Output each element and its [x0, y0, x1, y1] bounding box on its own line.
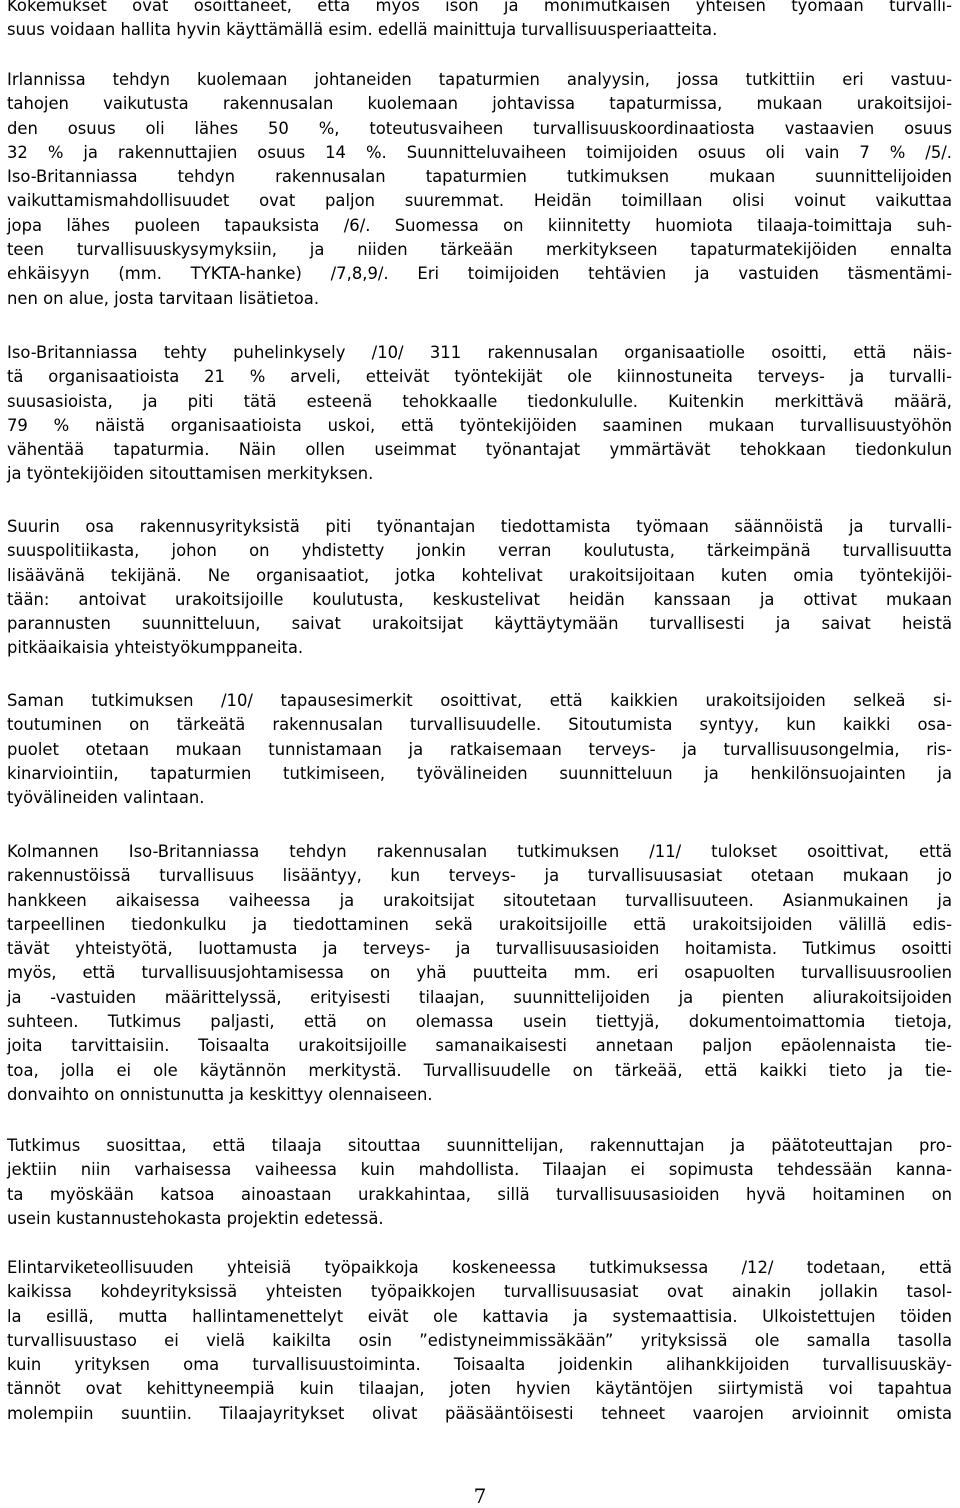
paragraph-1	[7, 0, 952, 43]
text-line: kuin yrityksen oma turvallisuustoiminta. Toisaalta joidenkin alihankkijoiden turvallisuuskäy-	[7, 1355, 952, 1375]
text-line: jektiin niin varhaisessa vaiheessa kuin mahdollista. Tilaajan ei sopimusta tehdessään kanna-	[7, 1160, 952, 1180]
paragraph-6	[7, 840, 952, 1107]
text-line: parannusten suunnitteluun, saivat urakoitsijat käyttäytymään turvallisesti ja saivat heistä	[7, 614, 952, 634]
text-line: tahojen vaikutusta rakennusalan kuolemaan johtavissa tapaturmissa, mukaan urakoitsijoi-	[7, 94, 952, 114]
text-line: työvälineiden valintaan.	[7, 788, 205, 808]
text-line: turvallisuustaso ei vielä kaikilta osin ”edistyneimmissäkään” yrityksissä ole samalla tasolla	[7, 1330, 952, 1350]
text-line: Kokemukset ovat osoittaneet, että myös ison ja monimutkaisen yhteisen työmaan turvalli-	[7, 0, 952, 15]
text-line: myös, että turvallisuusjohtamisessa on yhä puutteita mm. eri osapuolten turvallisuusroolien	[7, 963, 952, 983]
text-line: Iso-Britanniassa tehdyn rakennusalan tapaturmien tutkimuksen mukaan suunnittelijoiden	[7, 167, 952, 187]
page-number: 7	[473, 1484, 487, 1508]
text-line: Saman tutkimuksen /10/ tapausesimerkit osoittivat, että kaikkien urakoitsijoiden selkeä si-	[7, 691, 952, 710]
text-line: ehkäisyyn (mm. TYKTA-hanke) /7,8,9/. Eri toimijoiden tehtävien ja vastuiden täsmentämi-	[7, 264, 952, 284]
paragraph-8	[7, 1256, 952, 1426]
text-line: suusasioista, ja piti tätä esteenä tehokkaalle tiedonkululle. Kuitenkin merkittävä määrä,	[7, 391, 952, 411]
text-line: tä organisaatioista 21 % arveli, etteivät työntekijät ole kiinnostuneita terveys- ja turvalli-	[7, 367, 952, 387]
text-line: vähentää tapaturmia. Näin ollen useimmat työnantajat ymmärtävät tehokkaan tiedonkulun	[7, 440, 952, 460]
text-line: Kolmannen Iso-Britanniassa tehdyn rakennusalan tutkimuksen /11/ tulokset osoittivat, että	[7, 842, 952, 861]
text-line: usein kustannustehokasta projektin edetessä.	[7, 1208, 384, 1228]
text-line: jopa lähes puoleen tapauksista /6/. Suomessa on kiinnitetty huomiota tilaaja-toimittaja suh-	[7, 215, 952, 235]
text-line: tään: antoivat urakoitsijoille koulutusta, keskustelivat heidän kanssaan ja ottivat mukaan	[7, 589, 952, 609]
text-line: vaikuttamismahdollisuudet ovat paljon suuremmat. Heidän toimillaan olisi voinut vaikuttaa	[7, 191, 952, 211]
text-line: ja -vastuiden määrittelyssä, erityisesti tilaajan, suunnittelijoiden ja pienten aliurakoitsijoiden	[7, 987, 952, 1007]
text-line: kinarviointiin, tapaturmien tutkimiseen, työvälineiden suunnitteluun ja henkilönsuojainten ja	[7, 763, 952, 783]
text-line: Iso-Britanniassa tehty puhelinkysely /10/ 311 rakennusalan organisaatiolle osoitti, että näis-	[7, 343, 952, 362]
text-line: Tutkimus suosittaa, että tilaaja sitouttaa suunnittelijan, rakennuttajan ja päätoteuttajan pro-	[7, 1136, 952, 1155]
text-line: den osuus oli lähes 50 %, toteutusvaiheen turvallisuuskoordinaatiosta vastaavien osuus	[7, 118, 952, 138]
paragraph-7	[7, 1134, 952, 1231]
text-line: tännöt ovat kehittyneempiä kuin tilaajan, joten hyvien käytäntöjen siirtymistä voi tapahtua	[7, 1379, 952, 1399]
text-line: rakennustöissä turvallisuus lisääntyy, kun terveys- ja turvallisuusasiat otetaan mukaan jo	[7, 866, 952, 886]
text-line: lisäävänä tekijänä. Ne organisaatiot, jotka kohtelivat urakoitsijoitaan kuten omia työntekijöi-	[7, 565, 952, 585]
text-line: molempiin suuntiin. Tilaajayritykset olivat pääsääntöisesti tehneet vaarojen arvioinnit omista	[7, 1403, 952, 1423]
text-line: ja työntekijöiden sitouttamisen merkityksen.	[7, 464, 374, 484]
text-line: la esillä, mutta hallintamenettelyt eivät ole kattavia ja systemaattisia. Ulkoistettujen töiden	[7, 1306, 952, 1326]
text-line: ta myöskään katsoa ainoastaan urakkahintaa, sillä turvallisuusasioiden hyvä hoitaminen on	[7, 1184, 952, 1204]
text-line: tarpeellinen tiedonkulku ja tiedottaminen sekä urakoitsijoille että urakoitsijoiden välillä edis-	[7, 914, 952, 934]
text-line: teen turvallisuuskysymyksiin, ja niiden tärkeään merkitykseen tapaturmatekijöiden ennalta	[7, 240, 952, 260]
text-line: hankkeen aikaisessa vaiheessa ja urakoitsijat sitoutetaan turvallisuuteen. Asianmukainen ja	[7, 890, 952, 910]
text-line: nen on alue, josta tarvitaan lisätietoa.	[7, 288, 320, 308]
text-line: Irlannissa tehdyn kuolemaan johtaneiden tapaturmien analyysin, jossa tutkittiin eri vastuu-	[7, 70, 952, 89]
text-line: suuspolitiikasta, johon on yhdistetty jonkin verran koulutusta, tärkeimpänä turvallisuutta	[7, 541, 952, 561]
paragraph-4	[7, 515, 952, 661]
text-line: Elintarviketeollisuuden yhteisiä työpaikkoja koskeneessa tutkimuksessa /12/ todetaan, että	[7, 1258, 952, 1277]
text-line: joita tarvittaisiin. Toisaalta urakoitsijoille samanaikaisesti annetaan paljon epäolennaista tie-	[7, 1036, 952, 1056]
paragraph-2	[7, 68, 952, 311]
paragraph-5	[7, 689, 952, 810]
text-line: puolet otetaan mukaan tunnistamaan ja ratkaisemaan terveys- ja turvallisuusongelmia, ris-	[7, 739, 952, 759]
text-line: tävät yhteistyötä, luottamusta ja terveys- ja turvallisuusasioiden hoitamista. Tutkimus osoitti	[7, 939, 952, 959]
text-line: donvaihto on onnistunutta ja keskittyy olennaiseen.	[7, 1084, 433, 1104]
text-line: suhteen. Tutkimus paljasti, että on olemassa usein tiettyjä, dokumentoimattomia tietoja,	[7, 1012, 952, 1032]
text-line: toa, jolla ei ole käytännön merkitystä. Turvallisuudelle on tärkeää, että kaikki tieto ja tie-	[7, 1060, 952, 1080]
text-line: kaikissa kohdeyrityksissä yhteisten työpaikkojen turvallisuusasiat ovat ainakin jollakin tasol-	[7, 1282, 952, 1302]
text-line: 79 % näistä organisaatioista uskoi, että työntekijöiden saaminen mukaan turvallisuustyöhön	[7, 415, 952, 435]
text-line: 32 % ja rakennuttajien osuus 14 %. Suunnitteluvaiheen toimijoiden osuus oli vain 7 % /5/.	[7, 142, 952, 162]
text-line: suus voidaan hallita hyvin käyttämällä esim. edellä mainittuja turvallisuusperiaatteita.	[7, 20, 718, 40]
paragraph-3	[7, 341, 952, 487]
text-line: toutuminen on tärkeätä rakennusalan turvallisuudelle. Sitoutumista syntyy, kun kaikki osa-	[7, 715, 952, 735]
text-line: Suurin osa rakennusyrityksistä piti työnantajan tiedottamista työmaan säännöistä ja turvalli-	[7, 517, 952, 536]
text-line: pitkäaikaisia yhteistyökumppaneita.	[7, 638, 304, 658]
